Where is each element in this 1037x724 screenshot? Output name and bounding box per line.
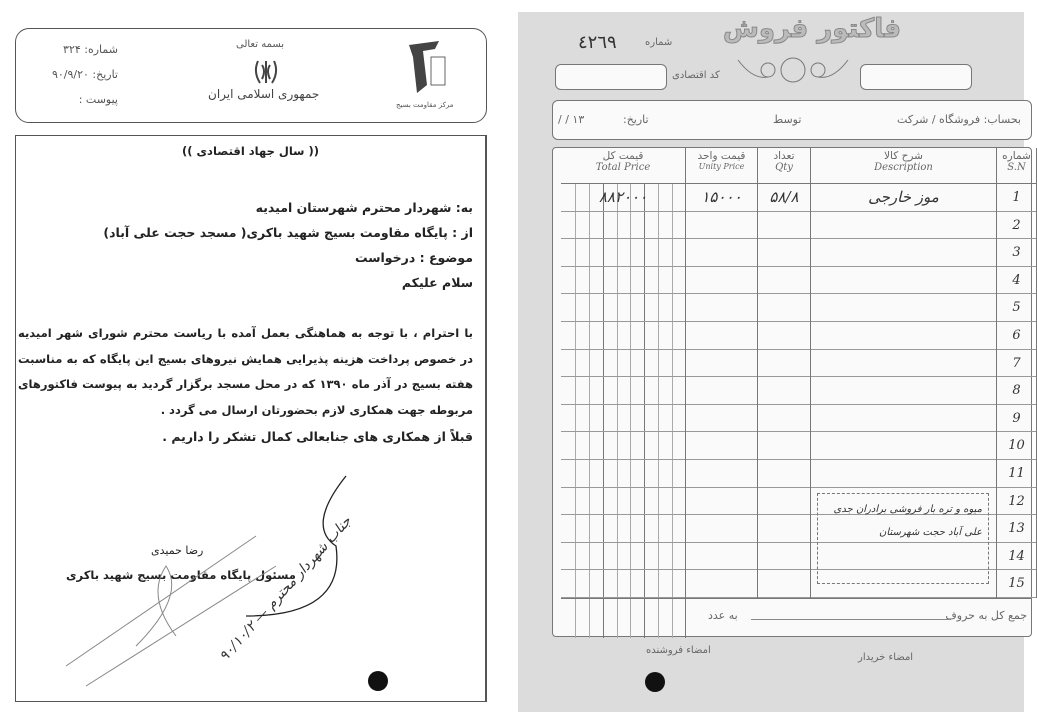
column-header-label: تعداد: [773, 150, 795, 162]
cell-qty: [758, 405, 811, 433]
cell-total: [561, 350, 686, 378]
table-row: [561, 460, 1037, 488]
punch-hole: [645, 672, 665, 692]
table-row: [561, 239, 1037, 267]
table-row: [561, 350, 1037, 378]
column-header-label-en: Qty: [775, 162, 793, 173]
cell-sn: 2: [997, 212, 1037, 240]
cell-desc: [811, 405, 997, 433]
total-in-words-row: [686, 598, 1031, 638]
cell-sn: 9: [997, 405, 1037, 433]
cell-unit: [686, 432, 758, 460]
cell-sn: 8: [997, 377, 1037, 405]
sum-line: [751, 619, 951, 620]
column-header-qty: [758, 148, 811, 184]
cell-qty: [758, 543, 811, 571]
cell-qty: ۵۸/۸: [758, 184, 811, 212]
letter-number: شماره: ۳۲۴: [63, 43, 118, 56]
recipient: به: شهردار محترم شهرستان امیدیه: [255, 200, 473, 215]
cell-total: [561, 570, 686, 598]
economic-code-label: کد اقتصادی: [672, 70, 720, 81]
cell-qty: [758, 239, 811, 267]
iran-emblem-icon: [252, 59, 280, 85]
punch-hole: [368, 671, 388, 691]
cell-sn: 3: [997, 239, 1037, 267]
account-label: بحساب: فروشگاه / شرکت: [897, 113, 1021, 126]
cell-qty: [758, 432, 811, 460]
cell-qty: [758, 350, 811, 378]
cell-unit: [686, 350, 758, 378]
cell-total: [561, 377, 686, 405]
cell-qty: [758, 570, 811, 598]
cell-desc: [811, 322, 997, 350]
cell-total: [561, 515, 686, 543]
date-label: تاریخ:: [623, 113, 649, 126]
cell-total: [561, 322, 686, 350]
by-label: توسط: [773, 113, 802, 126]
letter-header: [15, 28, 487, 123]
table-row: [561, 267, 1037, 295]
table-row: [561, 405, 1037, 433]
table-row: [561, 184, 1037, 212]
cell-unit: [686, 405, 758, 433]
cell-total: [561, 405, 686, 433]
handwritten-note: جناب شهردار محترم — ۹۰/۱۰/۲: [216, 513, 355, 665]
sum-digits-label: به عدد: [708, 609, 738, 622]
table-row: [561, 212, 1037, 240]
country-name: جمهوری اسلامی ایران: [208, 87, 320, 101]
column-header-label-en: Unity Price: [698, 162, 745, 171]
cell-unit: [686, 294, 758, 322]
cell-sn: 10: [997, 432, 1037, 460]
cell-desc: موز خارجی: [811, 184, 997, 212]
signer-title: مسئول پایگاه مقاومت بسیج شهید باکری: [66, 568, 296, 582]
table-row: [561, 322, 1037, 350]
stamp-line: میوه و تره بار فروشی برادران جدی: [833, 504, 982, 516]
letter-paragraph: با احترام ، با توجه به هماهنگی بعمل آمده با ریاست محترم شورای شهر امیدیه در خصوص پرداخت هزینه پذیرایی همایش نیروهای بسیج این پایگاه که به مناسبت هفته بسیج در آذر ماه ۱۳۹۰ که در محل مسجد برگزار گردید به پیوست فاکتورهای مربوطه جهت همکاری لازم بحضورتان ارسال می گردد .: [18, 326, 473, 417]
cell-total: ۸۸۲۰۰۰: [561, 184, 686, 212]
cell-desc: [811, 212, 997, 240]
invoice-info-bar: [552, 100, 1032, 140]
cell-desc: [811, 377, 997, 405]
cell-unit: [686, 377, 758, 405]
cell-total: [561, 267, 686, 295]
cell-qty: [758, 460, 811, 488]
date-value: ۱۳ / /: [558, 113, 585, 126]
cell-sn: 13: [997, 515, 1037, 543]
sum-words-label: جمع کل به حروف: [945, 609, 1027, 622]
economic-code-box: [555, 64, 667, 90]
cell-total: [561, 432, 686, 460]
letter-date: تاریخ: ۹۰/۹/۲۰: [51, 68, 118, 81]
cell-qty: [758, 294, 811, 322]
cell-sn: 11: [997, 460, 1037, 488]
column-header-label: قیمت کل: [602, 150, 644, 162]
invoice-title: فاکتور فروش: [723, 14, 902, 44]
cell-unit: [686, 515, 758, 543]
invoice-table: [552, 147, 1032, 637]
handwritten-signature: [46, 466, 486, 701]
cell-qty: [758, 515, 811, 543]
cell-unit: [686, 488, 758, 516]
cell-unit: [686, 239, 758, 267]
cell-desc: [811, 239, 997, 267]
basij-emblem-icon: [401, 37, 451, 97]
column-header-label: شرح کالا: [884, 150, 923, 162]
cell-qty: [758, 267, 811, 295]
column-header-unit: [686, 148, 758, 184]
cell-sn: 1: [997, 184, 1037, 212]
stamp-line: علی آباد حجت شهرستان: [879, 527, 982, 539]
column-header-label: شماره: [1002, 150, 1031, 162]
year-motto: (( سال جهاد اقتصادی )): [181, 144, 319, 158]
cell-unit: [686, 543, 758, 571]
cell-sn: 4: [997, 267, 1037, 295]
cell-total: [561, 212, 686, 240]
invoice-number: ٤٢٦٩: [578, 32, 617, 53]
cell-desc: [811, 460, 997, 488]
sender: از : پایگاه مقاومت بسیج شهید باکری( مسجد حجت علی آباد): [103, 225, 473, 240]
basmala: بسمه تعالی: [236, 39, 285, 50]
column-header-label-en: Total Price: [595, 162, 651, 173]
cell-sn: 5: [997, 294, 1037, 322]
cell-sn: 7: [997, 350, 1037, 378]
cell-desc: [811, 294, 997, 322]
subject: موضوع : درخواست: [355, 250, 473, 265]
cell-desc: [811, 267, 997, 295]
greeting: سلام علیکم: [401, 275, 473, 290]
cell-unit: [686, 322, 758, 350]
seller-sign-label: امضاء فروشنده: [646, 645, 711, 656]
column-header-total: [561, 148, 686, 184]
invoice-number-label: شماره: [645, 37, 673, 48]
code-box: [860, 64, 972, 90]
cell-sn: 14: [997, 543, 1037, 571]
column-header-label-en: Description: [874, 162, 933, 173]
signer-name: رضا حمیدی: [151, 544, 204, 557]
cell-total: [561, 294, 686, 322]
cell-qty: [758, 212, 811, 240]
letter-attachment: پیوست :: [78, 93, 118, 106]
column-header-desc: [811, 148, 997, 184]
buyer-sign-label: امضاء خریدار: [858, 652, 914, 663]
column-header-label: قیمت واحد: [697, 150, 746, 162]
cell-qty: [758, 377, 811, 405]
grand-total-cell: [561, 598, 686, 638]
seller-stamp: [817, 493, 989, 584]
cell-total: [561, 460, 686, 488]
cell-desc: [811, 350, 997, 378]
cell-sn: 6: [997, 322, 1037, 350]
cell-unit: [686, 267, 758, 295]
table-row: [561, 294, 1037, 322]
column-header-sn: [997, 148, 1037, 184]
cell-sn: 12: [997, 488, 1037, 516]
sales-invoice: [518, 12, 1031, 712]
cell-total: [561, 488, 686, 516]
cell-total: [561, 239, 686, 267]
table-row: [561, 377, 1037, 405]
cell-qty: [758, 488, 811, 516]
cell-total: [561, 543, 686, 571]
column-header-label-en: S.N: [1007, 162, 1026, 173]
cell-unit: [686, 570, 758, 598]
cell-sn: 15: [997, 570, 1037, 598]
cell-unit: [686, 460, 758, 488]
closing: قبلاً از همکاری های جنابعالی کمال تشکر را داریم .: [162, 429, 473, 444]
cell-qty: [758, 322, 811, 350]
emblem-caption: مرکز مقاومت بسیج: [396, 101, 454, 109]
table-row: [561, 432, 1037, 460]
ornament-icon: [733, 50, 853, 90]
cell-desc: [811, 432, 997, 460]
letter-body: [15, 135, 487, 702]
cell-unit: ۱۵۰۰۰: [686, 184, 758, 212]
cell-unit: [686, 212, 758, 240]
